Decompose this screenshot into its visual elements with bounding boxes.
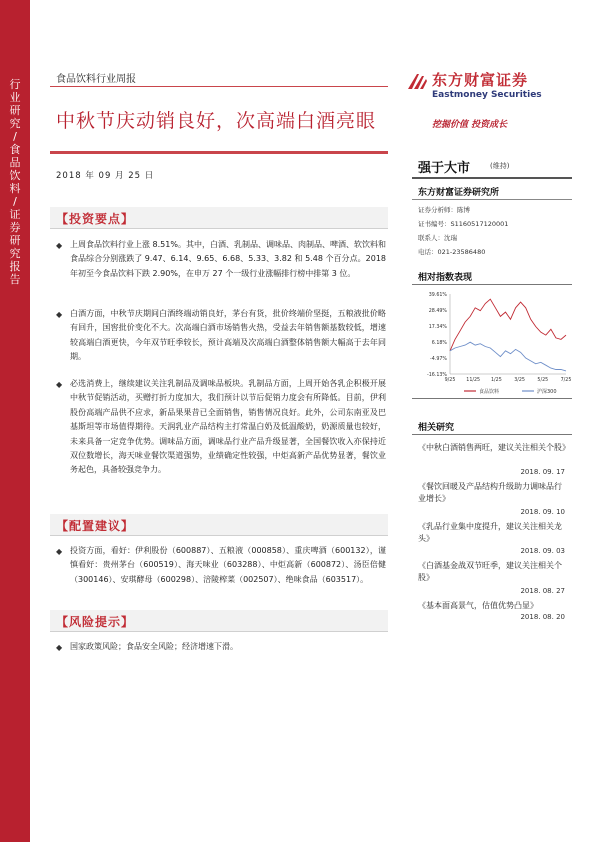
risk-title: 【风险提示】 (56, 615, 135, 629)
research-item-title[interactable]: 《白酒基金战双节旺季，建议关注相关个股》 (418, 561, 562, 582)
research-item-date: 2018. 09. 03 (520, 547, 565, 555)
x-tick-label: 1/25 (491, 378, 502, 383)
report-category: 食品饮料行业周报 (56, 74, 136, 85)
institute-divider (412, 199, 572, 200)
y-tick-label: -4.97% (430, 357, 447, 362)
index-chart-svg (412, 288, 572, 400)
cert-number: 证书编号：S1160517120001 (418, 220, 509, 228)
header-divider (50, 86, 388, 87)
research-title: 相关研究 (418, 423, 455, 433)
x-tick-label: 5/25 (537, 378, 549, 383)
research-item-date: 2018. 09. 10 (520, 508, 565, 516)
research-item-title[interactable]: 《乳品行业集中度提升，建议关注相关龙头》 (418, 522, 562, 543)
series-line (450, 299, 566, 351)
analyst: 证券分析师：陈博 (418, 206, 470, 214)
research-item-title[interactable]: 《餐饮回暖及产品结构升级助力调味品行业增长》 (418, 482, 562, 503)
legend-label: 沪深300 (537, 389, 557, 395)
allocation-header (50, 514, 388, 536)
institute-name: 东方财富证券研究所 (418, 188, 500, 198)
research-item-date: 2018. 08. 20 (520, 613, 565, 621)
bullet-icon: ◆ (56, 547, 63, 556)
rating-label: 强于大市 (418, 161, 471, 176)
contact: 联系人：沈瑞 (418, 234, 457, 242)
allocation-title: 【配置建议】 (56, 519, 135, 533)
rating-divider (412, 177, 572, 179)
brand-name-cn: 东方财富证券 (432, 71, 529, 89)
report-date: 2018 年 09 月 25 日 (56, 171, 155, 181)
phone: 电话：021-23586480 (418, 248, 486, 256)
research-item-date: 2018. 09. 17 (520, 468, 565, 476)
research-divider (412, 434, 572, 435)
bullet-icon: ◆ (56, 241, 63, 250)
key-point-paragraph: 上周食品饮料行业上涨 8.51%。其中，白酒、乳制品、调味品、肉制品、啤酒、软饮料和食品综合分别涨跌了 9.47、6.14、9.65、6.68、5.33、3.82 和 5.48 个百分点。2018 年初至今食品饮料下跌 2.90%，在申万 27 个一级行业涨幅排行榜中排第 3 位。 (70, 240, 386, 278)
series-line (450, 342, 566, 371)
x-tick-label: 9/25 (444, 378, 456, 383)
risk-paragraph: 国家政策风险；食品安全风险；经济增速下滑。 (70, 642, 238, 651)
research-item-title[interactable]: 《中秋白酒销售两旺，建议关注相关个股》 (418, 443, 570, 452)
brand-logo (406, 67, 556, 107)
y-tick-label: 39.61% (428, 293, 447, 298)
page-title: 中秋节庆动销良好，次高端白酒亮眼 (56, 110, 377, 132)
rating-sub: (维持) (490, 162, 510, 170)
title-divider (50, 151, 388, 154)
x-tick-label: 11/25 (466, 378, 481, 383)
key-point-paragraph: 必选消费上，继续建议关注乳制品及调味品板块。乳制品方面，上周开始各乳企积极开展中秋节促销活动，买赠打折力度加大，我们预计以节后促销力度会有所降低。目前，伊利股份高端产品供不应求，新品果果昔已全面销售，销售情况良好。此外，公司东南亚及巴基斯坦等市场值得期待。天润乳业产品结构主打常温白奶及低温酸奶，奶源质量也较好，未来具备一定竞争优势。调味品方面，调味品行业产品升级显著，全国餐饮收入亦保持近双位数增长，海天味业餐饮渠道强势，业绩确定性较强，中炬高新产品优势显著，餐饮业务起色，具备较强竞争力。 (70, 379, 386, 475)
allocation-paragraph: 投资方面，看好：伊利股份（600887）、五粮液（000858）、重庆啤酒（600132），谨慎看好：贵州茅台（600519）、海天味业（603288）、中炬高新（600872）、汤臣倍健（300146）、安琪酵母（600298）、涪陵榨菜（002507）、绝味食品（603517）。 (70, 546, 386, 584)
index-section-title: 相对指数表现 (418, 273, 473, 283)
research-item-date: 2018. 08. 27 (520, 587, 565, 595)
chart-bottom-divider (412, 398, 572, 399)
x-tick-label: 7/25 (560, 378, 572, 383)
x-tick-label: 3/25 (514, 378, 525, 383)
key-points-title: 【投资要点】 (56, 212, 135, 226)
bullet-icon: ◆ (56, 310, 63, 319)
brand-name-en: Eastmoney Securities (432, 90, 542, 100)
key-points-header (50, 207, 388, 229)
key-point-paragraph: 白酒方面，中秋节庆期间白酒终端动销良好，茅台有货，批价终端价坚挺，五粮液批价略有回升，国窖批价变化不大。次高端白酒市场销售火热，受益去年销售额基数较低，增速较高端白酒更快，今年双节旺季较长，预计高端及次高端白酒整体销售额大幅高于去年同期。 (70, 309, 386, 362)
brand-logo-icon (406, 71, 428, 93)
index-section-divider (412, 284, 572, 285)
bullet-icon: ◆ (56, 380, 63, 389)
brand-slogan: 挖掘价值 投资成长 (432, 120, 508, 130)
y-tick-label: -16.13% (426, 373, 447, 378)
side-category-text: 行业研究 / 食品饮料 / 证券研究报告 (9, 78, 21, 286)
y-tick-label: 28.49% (428, 309, 447, 314)
risk-header (50, 610, 388, 632)
y-tick-label: 17.34% (428, 325, 447, 330)
index-chart (412, 288, 572, 400)
y-tick-label: 6.18% (431, 341, 447, 346)
bullet-icon: ◆ (56, 643, 63, 652)
legend-label: 食品饮料 (479, 389, 500, 395)
research-item-title[interactable]: 《基本面高景气，估值优势凸显》 (418, 601, 538, 610)
